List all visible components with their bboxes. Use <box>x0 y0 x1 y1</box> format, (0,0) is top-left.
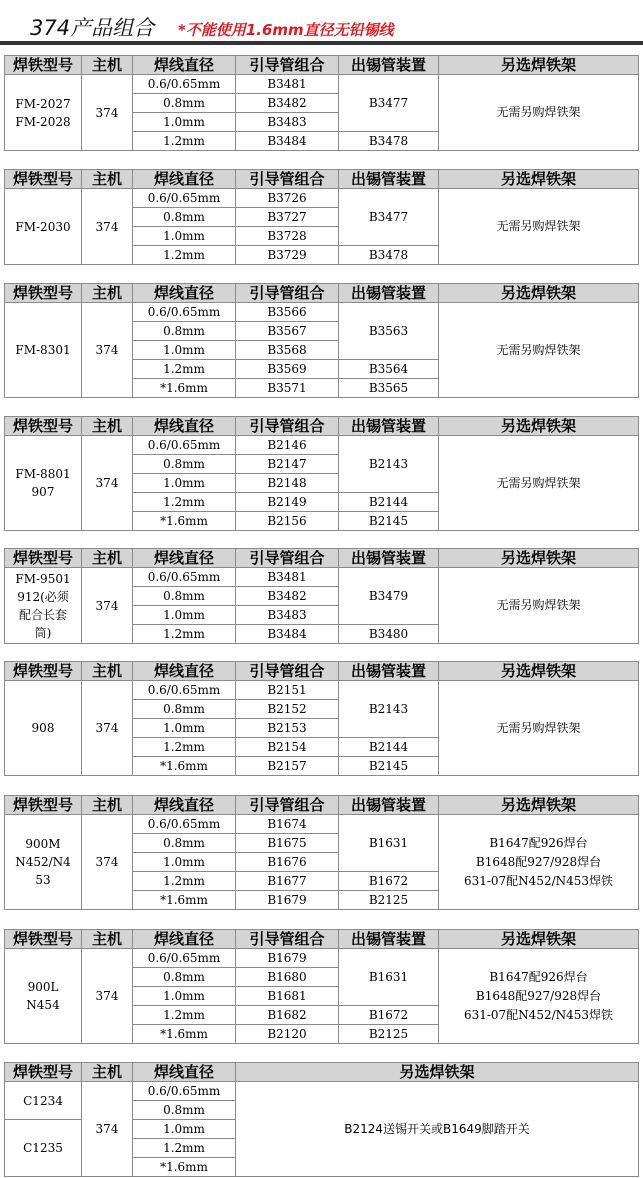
column-header: 焊线直径 <box>133 662 236 681</box>
option-cell <box>439 303 639 398</box>
product-table <box>4 795 639 910</box>
product-table <box>4 548 639 644</box>
text-line: B1647配926焊台 <box>489 835 588 850</box>
guide-tube-cell: B2153 <box>236 719 339 738</box>
guide-tube-cell: B3484 <box>236 625 339 644</box>
column-header: 出锡管装置 <box>339 56 439 75</box>
diameter-cell: 1.2mm <box>133 246 236 265</box>
column-header: 另选焊铁架 <box>236 1063 639 1082</box>
guide-tube-cell: B3481 <box>236 75 339 94</box>
guide-tube-cell: B1675 <box>236 834 339 853</box>
column-header: 焊铁型号 <box>5 56 82 75</box>
guide-tube-cell: B3483 <box>236 113 339 132</box>
tin-feeder-cell: B1672 <box>339 872 439 891</box>
tin-feeder-cell: B1631 <box>339 949 439 1006</box>
product-table <box>4 661 639 776</box>
guide-tube-cell: B1679 <box>236 891 339 910</box>
column-header: 引导管组合 <box>236 284 339 303</box>
tin-feeder-cell: B3479 <box>339 568 439 625</box>
table-row <box>5 681 639 700</box>
tin-feeder-cell: B3563 <box>339 303 439 360</box>
product-table <box>4 929 639 1044</box>
guide-tube-cell: B3568 <box>236 341 339 360</box>
text-line: 907 <box>31 485 55 499</box>
column-header: 焊线直径 <box>133 284 236 303</box>
host-cell: 374 <box>82 815 133 910</box>
diameter-cell: 0.8mm <box>133 208 236 227</box>
column-header: 另选焊铁架 <box>439 662 639 681</box>
column-header: 主机 <box>82 284 133 303</box>
diameter-cell: 0.6/0.65mm <box>133 815 236 834</box>
column-header: 出锡管装置 <box>339 662 439 681</box>
tin-feeder-cell: B3478 <box>339 246 439 265</box>
column-header: 另选焊铁架 <box>439 549 639 568</box>
text-line: 无需另购焊铁架 <box>496 219 581 233</box>
option-cell <box>236 1082 639 1177</box>
diameter-cell: 0.8mm <box>133 587 236 606</box>
host-cell: 374 <box>82 189 133 265</box>
product-table <box>4 283 639 398</box>
column-header: 主机 <box>82 417 133 436</box>
text-line: 912(必须 <box>17 589 69 604</box>
text-line: FM-8301 <box>15 343 71 357</box>
product-block <box>4 169 638 265</box>
guide-tube-cell: B3727 <box>236 208 339 227</box>
tin-feeder-cell: B3477 <box>339 75 439 132</box>
header-row <box>5 930 639 949</box>
text-line: 53 <box>35 873 51 887</box>
column-header: 主机 <box>82 170 133 189</box>
tin-feeder-cell: B2125 <box>339 1025 439 1044</box>
model-cell <box>5 815 82 910</box>
text-line: 900L <box>27 980 59 994</box>
column-header: 出锡管装置 <box>339 930 439 949</box>
header-row <box>5 796 639 815</box>
table-row <box>5 436 639 455</box>
diameter-cell: 0.8mm <box>133 700 236 719</box>
column-header: 主机 <box>82 662 133 681</box>
guide-tube-cell: B3729 <box>236 246 339 265</box>
header-row <box>5 284 639 303</box>
text-line: 631-07配N452/N453焊铁 <box>463 1007 614 1022</box>
host-cell: 374 <box>82 568 133 644</box>
host-cell: 374 <box>82 949 133 1044</box>
model-cell: C1234 <box>5 1082 82 1120</box>
model-cell <box>5 681 82 776</box>
column-header: 焊铁型号 <box>5 930 82 949</box>
column-header: 焊线直径 <box>133 170 236 189</box>
diameter-cell: 0.6/0.65mm <box>133 75 236 94</box>
guide-tube-cell: B1677 <box>236 872 339 891</box>
text-line: FM-8801 <box>15 467 71 481</box>
diameter-cell: 1.2mm <box>133 625 236 644</box>
model-cell <box>5 75 82 151</box>
text-line: 无需另购焊铁架 <box>496 598 581 612</box>
option-cell <box>439 436 639 531</box>
diameter-cell: 1.0mm <box>133 606 236 625</box>
text-line: B1647配926焊台 <box>489 969 588 984</box>
option-cell <box>439 949 639 1044</box>
guide-tube-cell: B2151 <box>236 681 339 700</box>
product-block <box>4 416 638 531</box>
product-block <box>4 548 638 644</box>
tin-feeder-cell: B2145 <box>339 512 439 531</box>
guide-tube-cell: B2147 <box>236 455 339 474</box>
diameter-cell: *1.6mm <box>133 757 236 776</box>
product-table <box>4 416 639 531</box>
host-cell: 374 <box>82 436 133 531</box>
table-row <box>5 1082 639 1101</box>
guide-tube-cell: B2146 <box>236 436 339 455</box>
guide-tube-cell: B1676 <box>236 853 339 872</box>
guide-tube-cell: B3571 <box>236 379 339 398</box>
option-cell <box>439 568 639 644</box>
diameter-cell: 0.8mm <box>133 322 236 341</box>
diameter-cell: 1.0mm <box>133 719 236 738</box>
tin-feeder-cell: B2145 <box>339 757 439 776</box>
text-line: 无需另购焊铁架 <box>496 105 581 119</box>
option-cell <box>439 75 639 151</box>
table-row <box>5 303 639 322</box>
header-row <box>5 662 639 681</box>
text-line: FM-2028 <box>15 114 71 129</box>
header-row <box>5 549 639 568</box>
host-cell: 374 <box>82 303 133 398</box>
option-cell <box>439 189 639 265</box>
column-header: 焊线直径 <box>133 56 236 75</box>
header-divider <box>0 41 643 45</box>
tin-feeder-cell: B2143 <box>339 436 439 493</box>
diameter-cell: 0.8mm <box>133 94 236 113</box>
product-table <box>4 169 639 265</box>
product-table <box>4 1062 639 1177</box>
table-row <box>5 949 639 968</box>
column-header: 焊铁型号 <box>5 662 82 681</box>
diameter-cell: 0.8mm <box>133 455 236 474</box>
column-header: 焊铁型号 <box>5 1063 82 1082</box>
guide-tube-cell: B3728 <box>236 227 339 246</box>
diameter-cell: 1.0mm <box>133 987 236 1006</box>
text-line: FM-2027 <box>15 96 71 111</box>
tin-feeder-cell: B3564 <box>339 360 439 379</box>
tin-feeder-cell: B3480 <box>339 625 439 644</box>
column-header: 出锡管装置 <box>339 549 439 568</box>
column-header: 焊铁型号 <box>5 417 82 436</box>
column-header: 出锡管装置 <box>339 796 439 815</box>
guide-tube-cell: B2157 <box>236 757 339 776</box>
tin-feeder-cell: B3477 <box>339 189 439 246</box>
header-row <box>5 1063 639 1082</box>
guide-tube-cell: B3567 <box>236 322 339 341</box>
header-row <box>5 417 639 436</box>
text-line: B1648配927/928焊台 <box>475 854 602 869</box>
diameter-cell: 1.0mm <box>133 113 236 132</box>
text-line: 无需另购焊铁架 <box>496 720 581 735</box>
text-line: B1648配927/928焊台 <box>475 988 602 1003</box>
diameter-cell: 1.2mm <box>133 872 236 891</box>
model-cell <box>5 949 82 1044</box>
column-header: 另选焊铁架 <box>439 930 639 949</box>
product-block <box>4 929 638 1044</box>
text-line: 配合长套 <box>18 607 67 622</box>
guide-tube-cell: B1680 <box>236 968 339 987</box>
diameter-cell: 1.2mm <box>133 493 236 512</box>
text-line: 无需另购焊铁架 <box>496 342 581 357</box>
table-row <box>5 568 639 587</box>
column-header: 焊线直径 <box>133 1063 236 1082</box>
diameter-cell: 1.2mm <box>133 738 236 757</box>
column-header: 焊线直径 <box>133 930 236 949</box>
header-row <box>5 56 639 75</box>
diameter-cell: 1.0mm <box>133 341 236 360</box>
model-cell <box>5 303 82 398</box>
guide-tube-cell: B3481 <box>236 568 339 587</box>
table-row <box>5 815 639 834</box>
text-line: 无需另购焊铁架 <box>496 475 581 490</box>
column-header: 引导管组合 <box>236 170 339 189</box>
diameter-cell: *1.6mm <box>133 512 236 531</box>
diameter-cell: 0.6/0.65mm <box>133 949 236 968</box>
guide-tube-cell: B3482 <box>236 587 339 606</box>
product-block <box>4 55 638 151</box>
guide-tube-cell: B1674 <box>236 815 339 834</box>
host-cell: 374 <box>82 75 133 151</box>
guide-tube-cell: B3482 <box>236 94 339 113</box>
tin-feeder-cell: B2144 <box>339 493 439 512</box>
page-header <box>0 0 643 46</box>
diameter-cell: 0.6/0.65mm <box>133 568 236 587</box>
guide-tube-cell: B1681 <box>236 987 339 1006</box>
column-header: 引导管组合 <box>236 796 339 815</box>
diameter-cell: 0.6/0.65mm <box>133 681 236 700</box>
text-line: 筒) <box>34 625 52 640</box>
product-block <box>4 795 638 910</box>
host-cell: 374 <box>82 1082 133 1177</box>
guide-tube-cell: B3566 <box>236 303 339 322</box>
column-header: 主机 <box>82 930 133 949</box>
diameter-cell: 0.6/0.65mm <box>133 436 236 455</box>
column-header: 引导管组合 <box>236 417 339 436</box>
text-line: FM-2030 <box>15 219 71 234</box>
column-header: 另选焊铁架 <box>439 56 639 75</box>
model-cell: C1235 <box>5 1120 82 1177</box>
tin-feeder-cell: B2144 <box>339 738 439 757</box>
column-header: 焊铁型号 <box>5 170 82 189</box>
tin-feeder-cell: B1672 <box>339 1006 439 1025</box>
diameter-cell: 1.0mm <box>133 853 236 872</box>
diameter-cell: 1.2mm <box>133 1139 236 1158</box>
option-cell <box>439 815 639 910</box>
column-header: 另选焊铁架 <box>439 417 639 436</box>
diameter-cell: *1.6mm <box>133 1025 236 1044</box>
column-header: 出锡管装置 <box>339 417 439 436</box>
text-line: FM-9501 <box>15 571 71 586</box>
product-block <box>4 1062 638 1177</box>
text-line: B2124送锡开关或B1649脚踏开关 <box>344 1121 530 1136</box>
column-header: 另选焊铁架 <box>439 284 639 303</box>
product-block <box>4 661 638 776</box>
column-header: 出锡管装置 <box>339 284 439 303</box>
column-header: 焊线直径 <box>133 796 236 815</box>
product-block <box>4 283 638 398</box>
guide-tube-cell: B2148 <box>236 474 339 493</box>
guide-tube-cell: B2154 <box>236 738 339 757</box>
guide-tube-cell: B3483 <box>236 606 339 625</box>
table-row <box>5 75 639 94</box>
column-header: 焊铁型号 <box>5 549 82 568</box>
column-header: 主机 <box>82 1063 133 1082</box>
table-row <box>5 189 639 208</box>
guide-tube-cell: B2149 <box>236 493 339 512</box>
column-header: 引导管组合 <box>236 549 339 568</box>
diameter-cell: *1.6mm <box>133 379 236 398</box>
diameter-cell: *1.6mm <box>133 891 236 910</box>
diameter-cell: 0.8mm <box>133 834 236 853</box>
diameter-cell: 1.2mm <box>133 360 236 379</box>
column-header: 主机 <box>82 56 133 75</box>
tin-feeder-cell: B1631 <box>339 815 439 872</box>
host-cell: 374 <box>82 681 133 776</box>
guide-tube-cell: B1682 <box>236 1006 339 1025</box>
guide-tube-cell: B2120 <box>236 1025 339 1044</box>
diameter-cell: 0.8mm <box>133 1101 236 1120</box>
column-header: 引导管组合 <box>236 56 339 75</box>
guide-tube-cell: B1679 <box>236 949 339 968</box>
guide-tube-cell: B2156 <box>236 512 339 531</box>
text-line: 908 <box>31 721 55 735</box>
diameter-cell: 1.2mm <box>133 132 236 151</box>
model-cell <box>5 189 82 265</box>
diameter-cell: *1.6mm <box>133 1158 236 1177</box>
text-line: 900M <box>25 837 61 851</box>
column-header: 出锡管装置 <box>339 170 439 189</box>
column-header: 焊铁型号 <box>5 796 82 815</box>
diameter-cell: 0.8mm <box>133 968 236 987</box>
diameter-cell: 1.0mm <box>133 1120 236 1139</box>
tin-feeder-cell: B2125 <box>339 891 439 910</box>
text-line: N454 <box>26 998 60 1012</box>
diameter-cell: 1.0mm <box>133 474 236 493</box>
column-header: 引导管组合 <box>236 930 339 949</box>
guide-tube-cell: B3484 <box>236 132 339 151</box>
guide-tube-cell: B3569 <box>236 360 339 379</box>
tin-feeder-cell: B3565 <box>339 379 439 398</box>
text-line: N452/N4 <box>15 855 71 869</box>
model-cell <box>5 436 82 531</box>
column-header: 主机 <box>82 796 133 815</box>
diameter-cell: 0.6/0.65mm <box>133 303 236 322</box>
option-cell <box>439 681 639 776</box>
guide-tube-cell: B3726 <box>236 189 339 208</box>
column-header: 焊线直径 <box>133 417 236 436</box>
guide-tube-cell: B2152 <box>236 700 339 719</box>
header-row <box>5 170 639 189</box>
column-header: 主机 <box>82 549 133 568</box>
diameter-cell: 0.6/0.65mm <box>133 189 236 208</box>
column-header: 另选焊铁架 <box>439 796 639 815</box>
product-table <box>4 55 639 151</box>
diameter-cell: 1.2mm <box>133 1006 236 1025</box>
warning-note: *不能使用1.6mm直径无铅锡线 <box>178 21 394 39</box>
column-header: 引导管组合 <box>236 662 339 681</box>
diameter-cell: 1.0mm <box>133 227 236 246</box>
model-cell <box>5 568 82 644</box>
column-header: 焊铁型号 <box>5 284 82 303</box>
page-title: 374产品组合 <box>30 16 155 40</box>
tin-feeder-cell: B2143 <box>339 681 439 738</box>
diameter-cell: 0.6/0.65mm <box>133 1082 236 1101</box>
tin-feeder-cell: B3478 <box>339 132 439 151</box>
text-line: 631-07配N452/N453焊铁 <box>463 873 614 888</box>
column-header: 焊线直径 <box>133 549 236 568</box>
column-header: 另选焊铁架 <box>439 170 639 189</box>
